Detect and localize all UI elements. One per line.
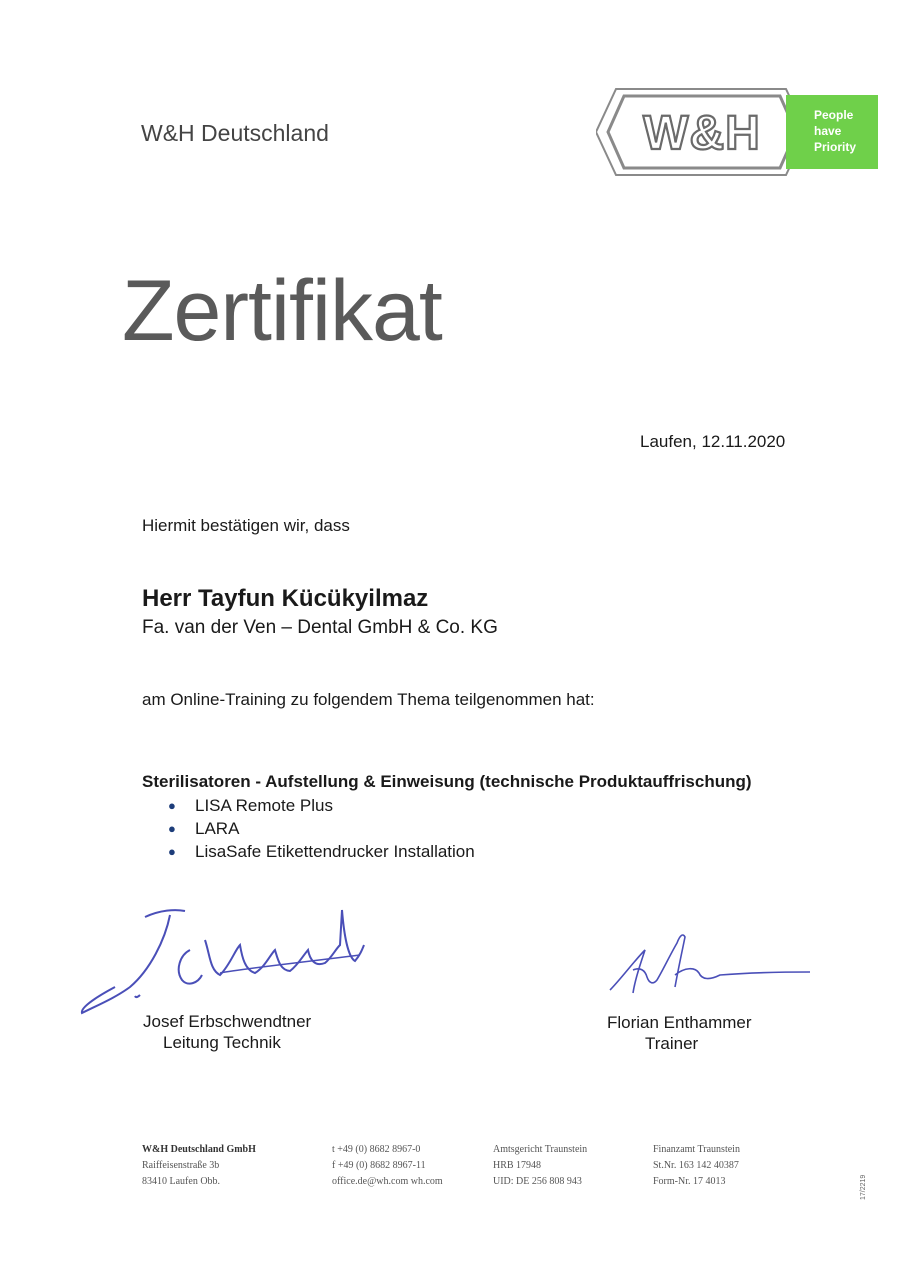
signatory-right-name: Florian Enthammer (607, 1013, 752, 1032)
footer-tax: Finanzamt Traunstein St.Nr. 163 142 40387 Form-Nr. 17 4013 (653, 1144, 740, 1187)
place-date: Laufen, 12.11.2020 (640, 432, 786, 451)
footer-contact: t +49 (0) 8682 8967-0 f +49 (0) 8682 8967-11 office.de@wh.com wh.com (332, 1144, 443, 1187)
topic-item: ● LARA (168, 819, 240, 838)
slogan-line-2: have (814, 124, 842, 138)
topic-list (166, 794, 475, 863)
intro-text: Hiermit bestätigen wir, dass (142, 516, 350, 535)
bullet-icon: ● (168, 844, 176, 859)
topic-item: ● LisaSafe Etikettendrucker Installation (168, 842, 475, 861)
recipient-company: Fa. van der Ven – Dental GmbH & Co. KG (142, 617, 498, 638)
statement-text: am Online-Training zu folgendem Thema teilgenommen hat: (142, 690, 595, 709)
signature-left-image (70, 895, 370, 1025)
topic-item: ● LISA Remote Plus (168, 796, 333, 815)
signatory-left-name: Josef Erbschwendtner (143, 1012, 312, 1031)
slogan-line-1: People (814, 108, 854, 122)
logo-text: W&H (643, 107, 761, 160)
signatory-left-role: Leitung Technik (163, 1033, 281, 1052)
signature-right-image (595, 925, 815, 1005)
topic-heading: Sterilisatoren - Aufstellung & Einweisung (technische Produktauffrischung) (142, 772, 752, 791)
bullet-icon: ● (168, 798, 176, 813)
document-code: 17/2219 (860, 1174, 867, 1200)
bullet-icon: ● (168, 821, 176, 836)
recipient-name: Herr Tayfun Kücükyilmaz (142, 585, 429, 612)
footer-registry: Amtsgericht Traunstein HRB 17948 UID: DE 256 808 943 (493, 1144, 588, 1187)
footer-company: W&H Deutschland GmbH Raiffeisenstraße 3b 83410 Laufen Obb. (142, 1144, 256, 1187)
certificate-title: Zertifikat (122, 263, 442, 359)
wh-logo (596, 87, 878, 177)
signatory-right-role: Trainer (645, 1034, 699, 1053)
company-name: W&H Deutschland (141, 120, 329, 146)
slogan-line-3: Priority (814, 140, 857, 154)
